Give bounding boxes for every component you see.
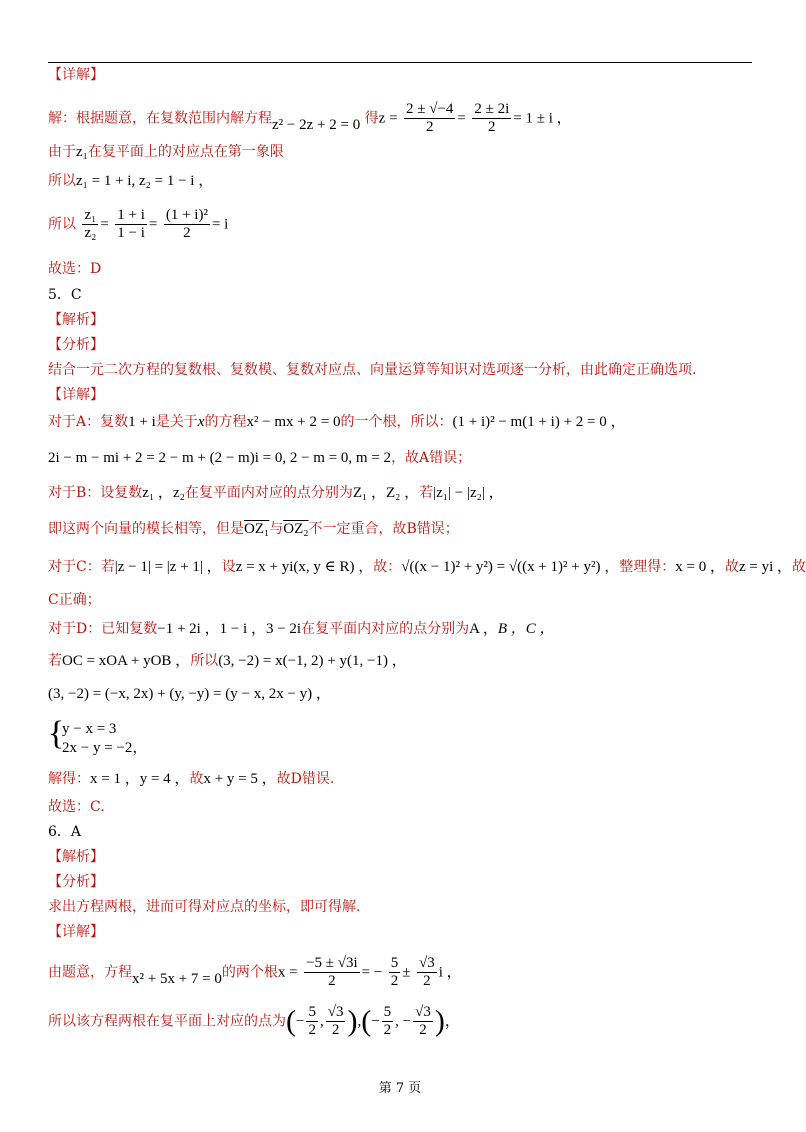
solution-line: 对于D：已知复数−1 + 2i ，1 − i ，3 − 2i在复平面内对应的点分别为A ，B ，C ， bbox=[48, 621, 555, 637]
analysis-text: 求出方程两根，进而可得对应点的坐标，即可得解. bbox=[48, 899, 361, 915]
fraction: $\frac{√3}{2}$ bbox=[327, 1004, 344, 1038]
solution-line: 解：根据题意，在复数范围内解方程z² − 2z + 2 = 0 得z = $\frac{2 \pm √-4}{2}$ = $\frac{2 \pm 2i}{2}$ = 1 ± i ， bbox=[48, 101, 572, 135]
section-heading: 【详解】 bbox=[48, 67, 104, 83]
solution-line: 2i − m − mi + 2 = 2 − m + (2 − m)i = 0, 2 − m = 0, m = 2，故A错误； bbox=[48, 450, 472, 466]
question-number: 5．C bbox=[48, 287, 82, 303]
system-brace: { bbox=[48, 715, 65, 752]
solution-line: 对于A：复数1 + i是关于x的方程x² − mx + 2 = 0的一个根，所以：(1 + i)² − m(1 + i) + 2 = 0 ， bbox=[48, 414, 626, 430]
analysis-text: 结合一元二次方程的复数根、复数模、复数对应点、向量运算等知识对选项逐一分析，由此确定正确选项. bbox=[48, 362, 697, 378]
header-rule bbox=[48, 62, 752, 63]
fraction: $\frac{5}{2}$ bbox=[383, 1004, 392, 1038]
solution-line: 对于B：设复数z₁ ，z₂在复平面内对应的点分别为Z₁ ，Z₂ ，若|z₁| − |z₂| ， bbox=[48, 485, 504, 501]
answer-line: 故选：C. bbox=[48, 799, 105, 815]
fraction: $\frac{2 \pm √-4}{2}$ bbox=[405, 101, 454, 135]
system-equation: y − x = 3 bbox=[62, 721, 117, 737]
answer-line: 故选：D bbox=[48, 261, 102, 277]
section-heading: 【解析】 bbox=[48, 312, 104, 328]
fraction: $\frac{-5 \pm √3i}{2}$ bbox=[306, 955, 358, 989]
solution-line: 对于C：若|z − 1| = |z + 1| ，设z = x + yi(x, y ∈ R) ，故：√((x − 1)² + y²) = √((x + 1)² + y²) ，整理得：x = 0 ，故z = yi ，故 bbox=[48, 559, 806, 575]
solution-line: 所以 $\frac{\text{z₁}}{\text{z₂}}$ = $\frac{1 + i}{1 - i}$ = $\frac{\text{(1 + i)²}}{2}$ = i bbox=[48, 207, 229, 241]
fraction: $\frac{5}{2}$ bbox=[390, 955, 399, 989]
fraction: $\frac{√3}{2}$ bbox=[415, 1004, 431, 1038]
solution-line: 即这两个向量的模长相等，但是OZ₁与OZ₂不一定重合，故B错误； bbox=[48, 521, 459, 537]
question-number: 6．A bbox=[48, 824, 82, 840]
solution-line: 若OC = xOA + yOB ，所以(3, −2) = x(−1, 2) + y(1, −1) ， bbox=[48, 653, 407, 669]
solution-line: 所以该方程两根在复平面上对应的点为(− $\frac{5}{2}$ , $\frac{√3}{2}$ ),(− $\frac{5}{2}$ , − $\frac{√3}{2}$ )， bbox=[48, 1004, 460, 1038]
fraction: $\frac{\text{z₁}}{\text{z₂}}$ bbox=[84, 207, 97, 241]
section-heading: 【详解】 bbox=[48, 387, 104, 403]
fraction: $\frac{1 + i}{1 - i}$ bbox=[117, 207, 145, 241]
solution-line: 解得：x = 1 ，y = 4 ，故x + y = 5 ，故D错误. bbox=[48, 771, 335, 787]
section-heading: 【解析】 bbox=[48, 849, 104, 865]
fraction: $\frac{2 \pm 2i}{2}$ bbox=[474, 101, 510, 135]
solution-line: 由于z₁在复平面上的对应点在第一象限 bbox=[48, 144, 284, 160]
solution-line: 所以z₁ = 1 + i, z₂ = 1 − i ， bbox=[48, 173, 214, 189]
fraction: $\frac{√3}{2}$ bbox=[418, 955, 435, 989]
section-heading: 【详解】 bbox=[48, 924, 104, 940]
fraction: $\frac{5}{2}$ bbox=[308, 1004, 316, 1038]
system-equation: 2x − y = −2， bbox=[62, 740, 148, 756]
section-heading: 【分析】 bbox=[48, 337, 104, 353]
solution-line: C正确； bbox=[48, 592, 101, 608]
fraction: $\frac{\text{(1 + i)²}}{2}$ bbox=[165, 207, 208, 241]
solution-line: (3, −2) = (−x, 2x) + (y, −y) = (y − x, 2x − y) ， bbox=[48, 686, 331, 702]
solution-line: 由题意，方程x² + 5x + 7 = 0的两个根x = $\frac{-5 \pm √3i}{2}$ = − $\frac{5}{2}$ ± $\frac{√3}{2}$ i ， bbox=[48, 955, 462, 989]
section-heading: 【分析】 bbox=[48, 874, 104, 890]
page-number: 第 7 页 bbox=[378, 1081, 422, 1096]
